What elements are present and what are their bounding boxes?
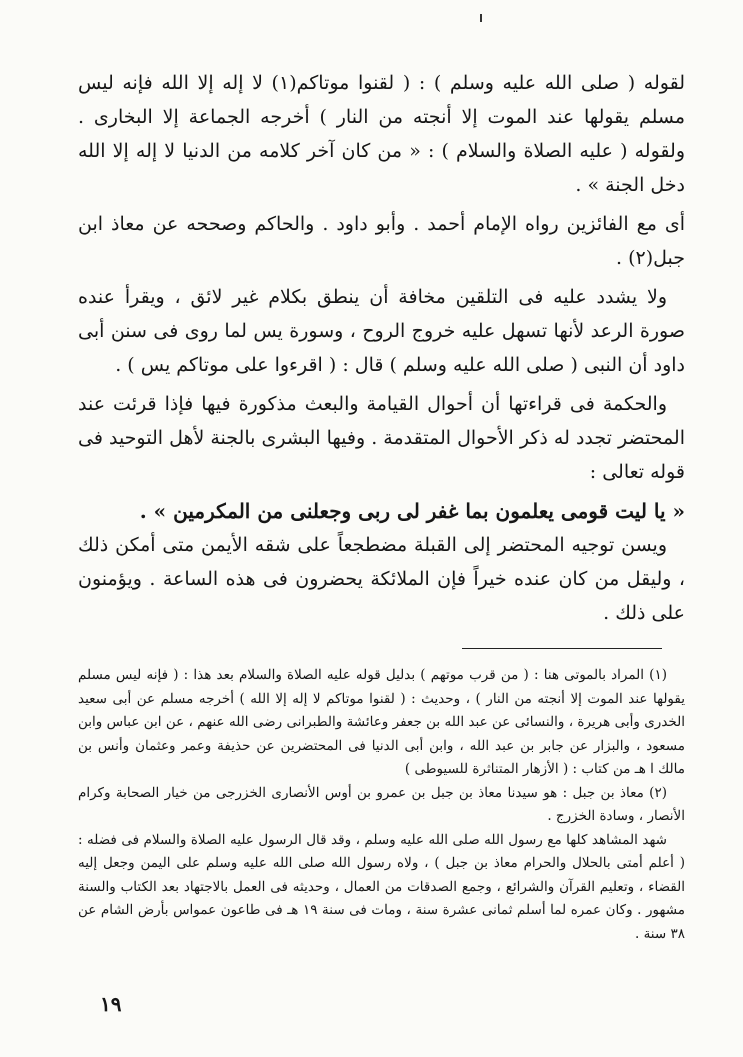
paragraph-3: ولا يشدد عليه فى التلقين مخافة أن ينطق بكلام غير لائق ، ويقرأ عنده صورة الرعد لأنها تسهل عليه خروج الروح ، وسورة يس لما روى فى سنن أبى داود أن النبى ( صلى الله عليه وسلم ) قال : ( اقرءوا على موتاكم يس ) . (78, 286, 685, 376)
footnote-divider (462, 648, 662, 649)
footnotes (78, 664, 685, 946)
paragraph-1: لقوله ( صلى الله عليه وسلم ) : ( لقنوا موتاكم(١) لا إله إلا الله فإنه ليس مسلم يقولها عند الموت إلا أنجته من النار ) أخرجه الجماعة إلا البخارى . ولقوله ( عليه الصلاة والسلام ) : « من كان آخر كلامه من الدنيا لا إله إلا الله دخل الجنة » . (78, 72, 685, 196)
footnote-2: (٢) معاذ بن جبل : هو سيدنا معاذ بن جبل بن عمرو بن أوس الأنصارى الخزرجى من خيار الصحابة وكرام الأنصار ، وسادة الخزرج . (78, 784, 685, 824)
footnote-1: (١) المراد بالموتى هنا : ( من قرب موتهم ) بدليل قوله عليه الصلاة والسلام بعد هذا : ( فإنه ليس مسلم يقولها عند الموت إلا أنجته من النار ) ، وحديث : ( لقنوا موتاكم لا إله إلا الله ) أخرجه مسلم عن أبى سعيد الخدرى وأبى هريرة ، والنسائى عن عبد الله بن جعفر وعائشة والطبرانى رضى الله عنهم ، عن ابن عباس وابن مسعود ، والبزار عن جابر بن عبد الله ، وابن أبى الدنيا فى المحتضرين عن حذيفة وعمر وعثمان وأنس بن مالك ا هـ من كتاب : ( الأزهار المتناثرة للسيوطى ) (78, 667, 685, 777)
paragraph-5: ويسن توجيه المحتضر إلى القبلة مضطجعاً على شقه الأيمن متى أمكن ذلك ، وليقل من كان عنده خيراً فإن الملائكة يحضرون فى هذه الساعة . ويؤمنون على ذلك . (78, 534, 685, 624)
paragraph-4: والحكمة فى قراءتها أن أحوال القيامة والبعث مذكورة فيها فإذا قرئت عند المحتضر تجدد له ذكر الأحوال المتقدمة . وفيها البشرى بالجنة لأهل التوحيد فى قوله تعالى : (78, 393, 685, 483)
quran-quote: « يا ليت قومى يعلمون بما غفر لى ربى وجعلنى من المكرمين » . (139, 499, 685, 523)
page-number: ١٩ (100, 992, 122, 1016)
main-text (78, 66, 685, 635)
page-speck (480, 14, 482, 22)
paragraph-2: أى مع الفائزين رواه الإمام أحمد . وأبو داود . والحاكم وصححه عن معاذ ابن جبل(٢) . (78, 213, 685, 269)
footnote-2-continued: شهد المشاهد كلها مع رسول الله صلى الله عليه وسلم ، وقد قال الرسول عليه الصلاة والسلام فى فضله : ( أعلم أمتى بالحلال والحرام معاذ بن جبل ) ، ولاه رسول الله صلى الله عليه وسلم على اليمن وجعل إليه القضاء ، وتعليم القرآن والشرائع ، وجمع الصدقات من العمال ، وحديثه فى العمل بالاجتهاد بعد الكتاب والسنة مشهور . وكان عمره لما أسلم ثمانى عشرة سنة ، ومات فى سنة ١٩ هـ فى طاعون عمواس بأرض الشام عن ٣٨ سنة . (78, 831, 685, 942)
